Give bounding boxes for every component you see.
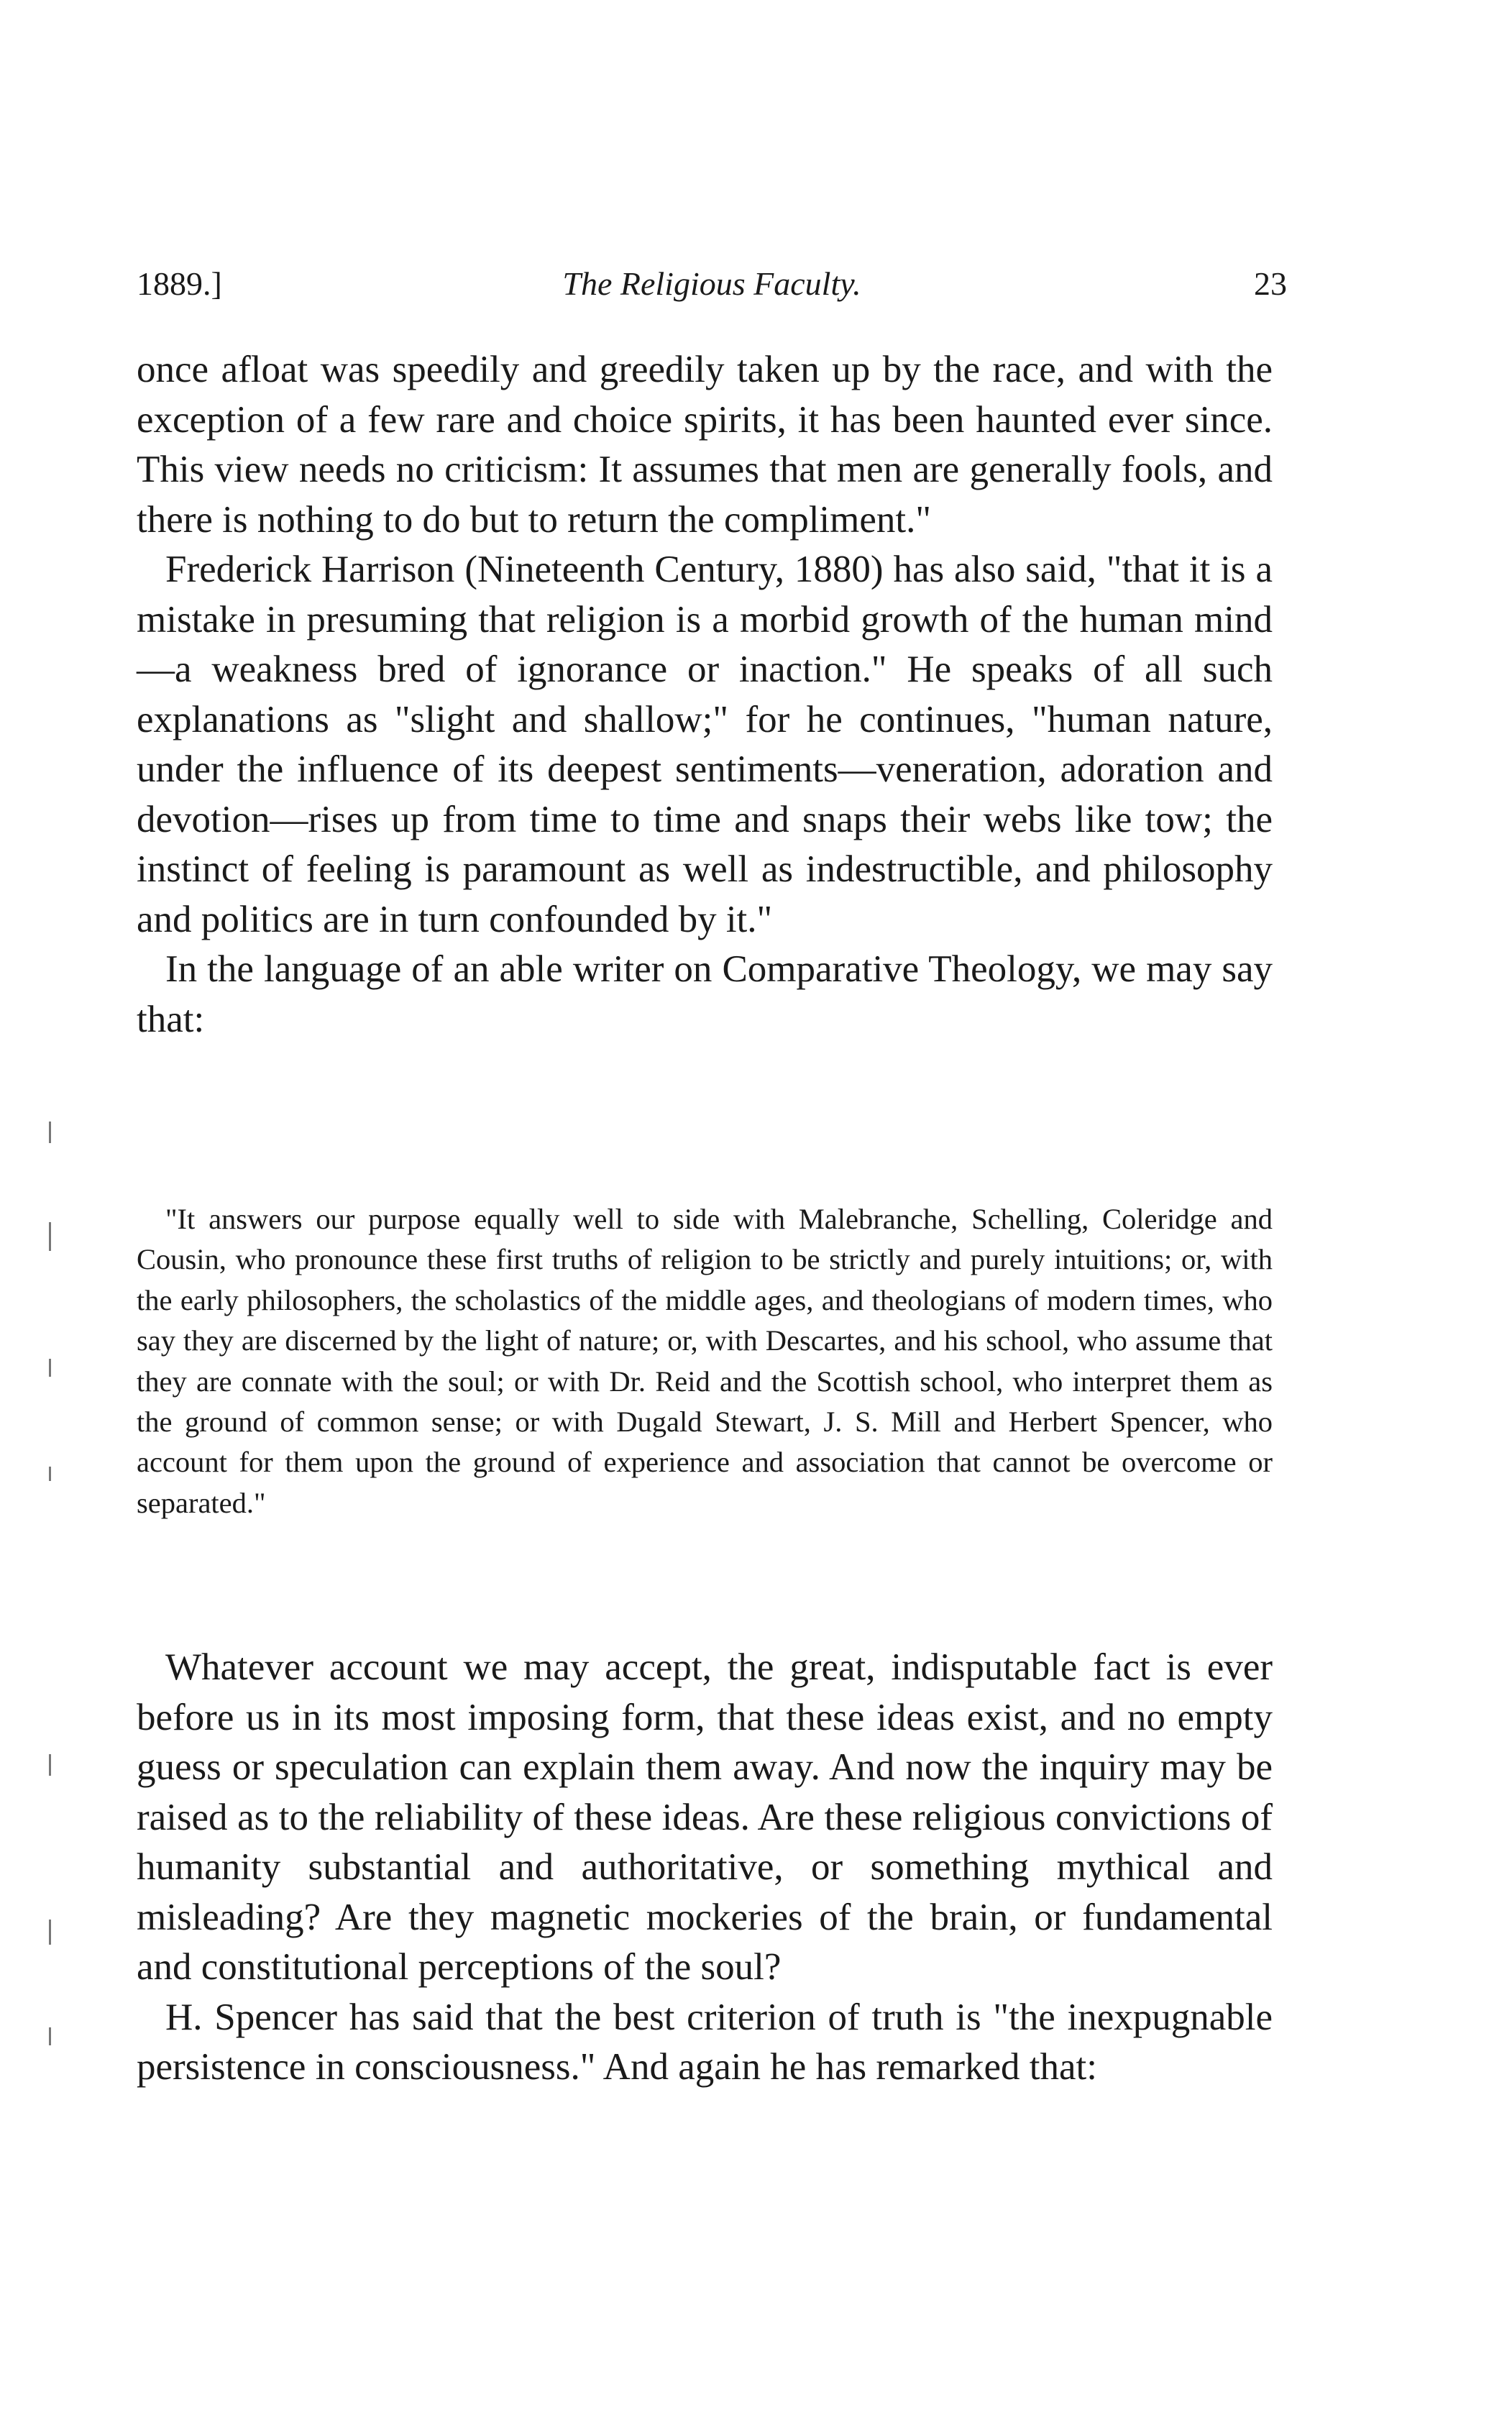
quote-text: "It answers our purpose equally well to side with Malebranche, Schelling, Coleridge and Cousin, who pronounce these first truths of religion to be strictly and purely intuitions; or, with the early philosophers, the scholastics of the middle ages, and theologians of modern times, who say they are discerned by the light of nature; or, with Descartes, and his school, who assume that they are connate with the soul; or with Dr. Reid and the Scottish school, who interpret them as the ground of common sense; or with Dugald Stewart, J. S. Mill and Herbert Spencer, who account for them upon the ground of experience and association that cannot be overcome or separated." [137,1203,1273,1519]
body-text-bottom [137,1643,1273,2093]
margin-scan-marks [49,1122,63,2056]
running-header [137,265,1287,315]
paragraph-whatever-account: Whatever account we may accept, the great, indisputable fact is ever before us in its most imposing form, that these ideas exist, and no empty guess or speculation can explain them away. And now the inquiry may be raised as to the reliability of these ideas. Are these religious convictions of humanity substantial and authoritative, or something mythical and misleading? Are they magnetic mockeries of the brain, or fundamental and constitutional perceptions of the soul? [137,1646,1273,1988]
margin-mark [49,1467,51,1481]
margin-mark [49,1222,51,1251]
header-year: 1889.] [137,265,222,302]
paragraph-continuation: once afloat was speedily and greedily taken up by the race, and with the exception of a few rare and choice spirits, it has been haunted ever since. This view needs no criticism: It assumes that men are generally fools, and there is nothing to do but to return the compliment." [137,349,1273,541]
margin-mark [49,1359,51,1377]
page-number: 23 [1254,265,1287,302]
paragraph-spencer: H. Spencer has said that the best criterion of truth is "the inexpugnable persistence in consciousness." And again he has remarked that: [137,1996,1273,2088]
margin-mark [49,2027,51,2045]
margin-mark [49,1754,51,1776]
body-text-top [137,345,1273,1045]
header-title: The Religious Faculty. [562,265,861,302]
margin-mark [49,1920,51,1945]
paragraph-harrison: Frederick Harrison (Nineteenth Century, 1880) has also said, "that it is a mistake in presuming that religion is a morbid growth of the human mind—a weakness bred of ignorance or inaction." He speaks of all such explanations as "slight and shallow;" for he continues, "human nature, under the influence of its deepest sentiments—veneration, adoration and devotion—rises up from time to time and snaps their webs like tow; the instinct of feeling is paramount as well as indestructible, and philosophy and politics are in turn confounded by it." [137,549,1273,940]
margin-mark [49,1122,51,1143]
paragraph-comparative-theology: In the language of an able writer on Comparative Theology, we may say that: [137,948,1273,1040]
block-quote [137,1199,1273,1523]
